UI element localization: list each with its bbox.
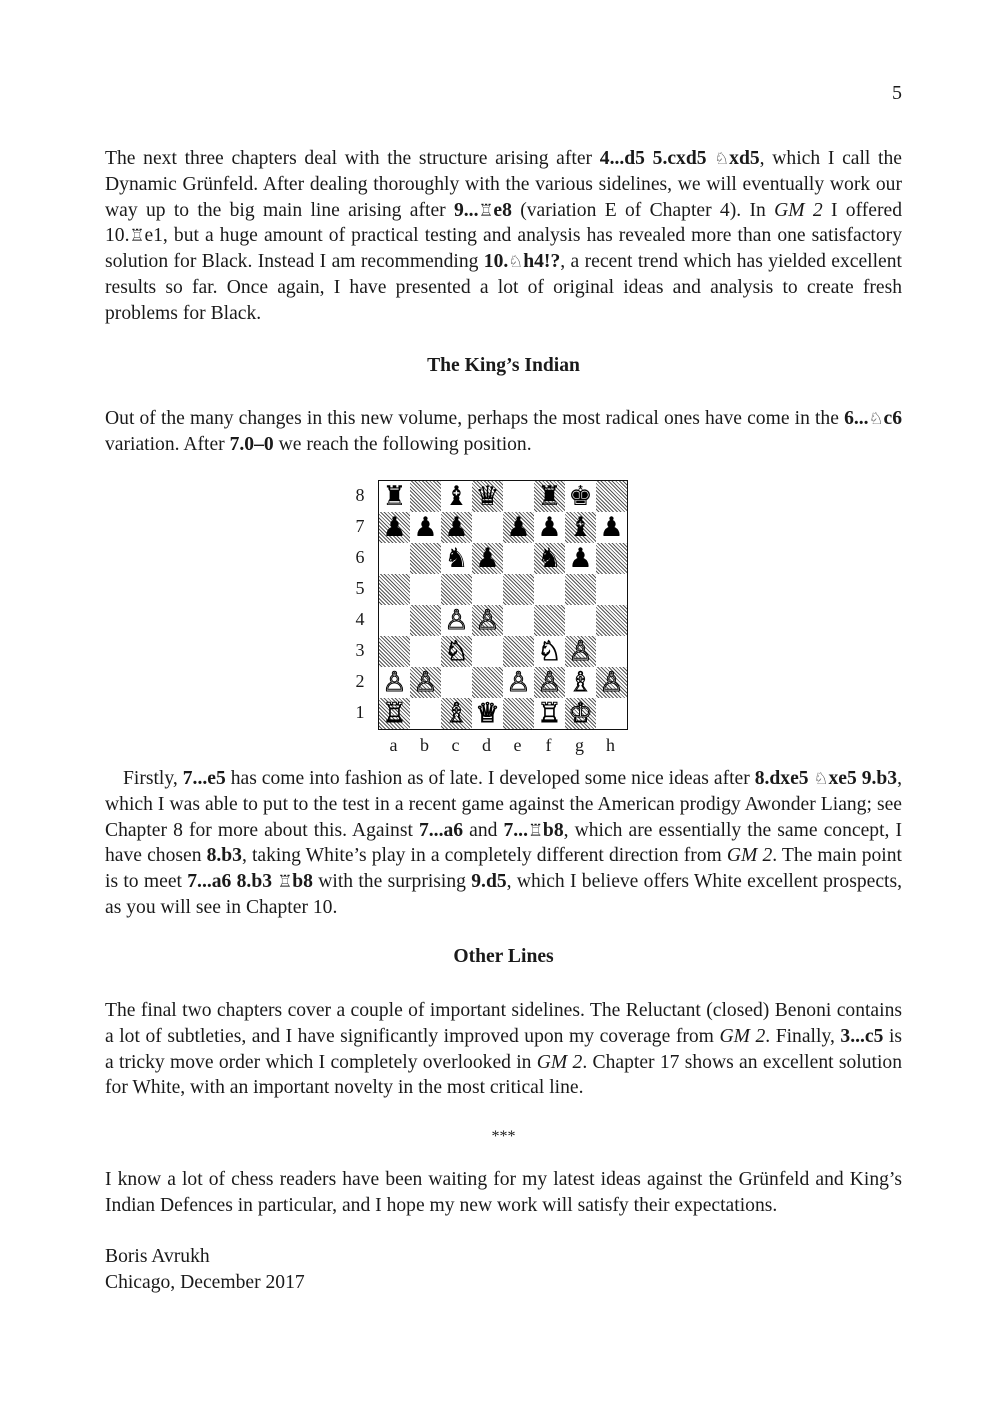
piece-f1: ♖	[537, 698, 562, 729]
move-text: 7...a6	[418, 819, 464, 841]
book-title: GM 2	[719, 1025, 766, 1047]
move-text: 7...e5	[182, 768, 226, 789]
text: , which I was able to put to the test in a recent game against the American prodigy Awonder Liang; see Chapter 8 for more about this. Against	[105, 768, 902, 841]
piece-a7: ♟	[382, 512, 407, 543]
text: , taking White’s play in a completely different direction from	[241, 845, 727, 867]
piece-c1: ♗	[444, 698, 469, 729]
square-e5	[503, 574, 534, 605]
square-d3	[472, 636, 503, 667]
piece-h2: ♙	[599, 667, 624, 698]
paragraph-firstly	[105, 766, 902, 921]
knight-icon: ♘	[714, 149, 730, 168]
file-label: g	[575, 735, 584, 755]
square-b3	[410, 636, 441, 667]
square-b5	[410, 574, 441, 605]
file-label: d	[482, 735, 491, 755]
text: I offered 10.	[105, 199, 903, 247]
piece-g7: ♝	[568, 512, 593, 543]
move-text: b8	[292, 871, 313, 893]
square-g4	[565, 605, 596, 636]
piece-a2: ♙	[382, 667, 407, 698]
square-d7	[472, 512, 503, 543]
file-label: a	[389, 735, 398, 755]
piece-f3: ♘	[537, 636, 562, 667]
piece-g6: ♟	[568, 543, 593, 574]
section-separator: ***	[491, 1128, 516, 1145]
rook-icon: ♖	[129, 226, 145, 246]
text: , a recent trend which has yielded excellent results so far. Once again, I have presented a lot of original ideas and analysis to create fresh problems for Black.	[105, 251, 902, 324]
text: . The main point is to meet	[105, 845, 902, 893]
book-title: GM 2	[774, 199, 823, 221]
square-h6	[596, 543, 627, 574]
move-text: 8.dxe5	[754, 768, 814, 789]
text: (variation E of Chapter 4). In	[511, 199, 775, 221]
book-title: GM 2	[536, 1051, 583, 1073]
knight-icon: ♘	[813, 769, 829, 788]
file-label: e	[513, 735, 522, 755]
piece-h7: ♟	[599, 512, 624, 543]
piece-e7: ♟	[506, 512, 531, 543]
square-e6	[503, 543, 534, 574]
page-number: 5	[892, 82, 902, 104]
piece-d8: ♛	[475, 481, 500, 512]
rank-label: 7	[355, 516, 365, 536]
place-date: Chicago, December 2017	[105, 1272, 305, 1293]
rank-label: 2	[355, 671, 365, 691]
square-f4	[534, 605, 565, 636]
file-label: f	[545, 735, 552, 755]
rank-label: 3	[355, 640, 365, 660]
text: with the surprising	[312, 871, 472, 893]
square-c2	[441, 667, 472, 698]
square-e8	[503, 481, 534, 512]
text: , which I call the Dynamic Grünfeld. After dealing thoroughly with the various sidelines, we will eventually work our way up to the big main line arising after	[105, 148, 902, 221]
move-text: 7...a6 8.b3	[187, 871, 278, 893]
square-b1	[410, 698, 441, 729]
move-text: 9...	[453, 199, 479, 221]
piece-d1: ♕	[475, 698, 500, 729]
move-text: 10.	[483, 251, 509, 273]
square-b4	[410, 605, 441, 636]
move-text: 4...d5 5.cxd5	[599, 148, 715, 169]
paragraph-kings-indian-intro	[105, 406, 902, 458]
square-h3	[596, 636, 627, 667]
square-e3	[503, 636, 534, 667]
piece-g1: ♔	[568, 698, 593, 729]
piece-c7: ♟	[444, 512, 469, 543]
section-heading-other-lines: Other Lines	[453, 946, 554, 967]
text: has come into fashion as of late. I developed some nice ideas after	[225, 768, 755, 789]
paragraph-other-lines	[105, 998, 902, 1101]
paragraph-closing: I know a lot of chess readers have been waiting for my latest ideas against the Grünfeld and King’s Indian Defences in particular, and I hope my new work will satisfy their expectations.	[105, 1169, 902, 1216]
piece-e2: ♙	[506, 667, 531, 698]
knight-icon: ♘	[868, 409, 884, 428]
move-text: 6...	[844, 408, 869, 429]
text: and	[463, 819, 504, 841]
rank-label: 4	[355, 609, 365, 629]
section-heading-kings-indian: The King’s Indian	[427, 355, 580, 376]
move-text: 9.d5	[471, 871, 507, 893]
move-text: xe5 9.b3	[828, 768, 898, 789]
move-text: c6	[883, 408, 902, 429]
square-e1	[503, 698, 534, 729]
chess-diagram	[350, 478, 630, 758]
square-d2	[472, 667, 503, 698]
square-e4	[503, 605, 534, 636]
piece-f7: ♟	[537, 512, 562, 543]
knight-icon: ♘	[508, 252, 524, 272]
rank-label: 6	[355, 547, 365, 567]
square-h1	[596, 698, 627, 729]
square-a4	[379, 605, 410, 636]
move-text: xd5	[729, 148, 760, 169]
rank-label: 5	[355, 578, 365, 598]
text: is a tricky move order which I completely overlooked in	[105, 1025, 903, 1073]
piece-g3: ♙	[568, 636, 593, 667]
piece-f6: ♞	[537, 543, 562, 574]
square-a6	[379, 543, 410, 574]
move-text: 8.b3	[206, 845, 242, 867]
piece-g8: ♚	[568, 481, 593, 512]
text: e1, but a huge amount of practical testing and analysis has revealed more than one satisfactory solution for Black. Instead I am recommending	[105, 225, 902, 273]
move-text: b8	[542, 819, 564, 841]
text: we reach the following position.	[273, 433, 532, 455]
book-title: GM 2	[726, 845, 773, 867]
text: The final two chapters cover a couple of important sidelines. The Reluctant (closed) Benoni contains a lot of subtleties, and I have significantly improved upon my coverage from	[105, 1000, 902, 1047]
file-label: c	[451, 735, 460, 755]
text: . Finally,	[765, 1025, 841, 1047]
piece-c6: ♞	[444, 543, 469, 574]
piece-b2: ♙	[413, 667, 438, 698]
text: variation. After	[105, 433, 230, 455]
square-c5	[441, 574, 472, 605]
square-f5	[534, 574, 565, 605]
file-label: h	[606, 735, 615, 755]
text: The next three chapters deal with the structure arising after	[105, 148, 600, 169]
move-text: 3...c5	[840, 1025, 884, 1047]
rank-label: 1	[355, 702, 365, 722]
square-a3	[379, 636, 410, 667]
rank-label: 8	[355, 485, 365, 505]
piece-c8: ♝	[444, 481, 469, 512]
square-h4	[596, 605, 627, 636]
piece-d6: ♟	[475, 543, 500, 574]
piece-f8: ♜	[537, 481, 562, 512]
file-label: b	[420, 735, 429, 755]
text: , which I believe offers White excellent prospects, as you will see in Chapter 10.	[105, 871, 902, 918]
text: Out of the many changes in this new volume, perhaps the most radical ones have come in the	[105, 408, 845, 429]
paragraph-dynamic-grunfeld	[105, 146, 902, 327]
piece-a1: ♖	[382, 698, 407, 729]
rook-icon: ♖	[277, 872, 293, 892]
move-text: h4!?	[523, 251, 561, 273]
piece-g2: ♗	[568, 667, 593, 698]
square-h8	[596, 481, 627, 512]
square-h5	[596, 574, 627, 605]
square-b6	[410, 543, 441, 574]
square-d5	[472, 574, 503, 605]
square-g5	[565, 574, 596, 605]
author-name: Boris Avrukh	[105, 1246, 210, 1267]
text: , which are essentially the same concept, I have chosen	[105, 819, 903, 867]
piece-f2: ♙	[537, 667, 562, 698]
piece-a8: ♜	[382, 481, 407, 512]
move-text: e8	[493, 199, 512, 221]
text: . Chapter 17 shows an excellent solution for White, with an important novelty in the most critical line.	[105, 1051, 902, 1099]
move-text: 7.0–0	[229, 433, 274, 455]
rook-icon: ♖	[527, 820, 543, 840]
piece-b7: ♟	[413, 512, 438, 543]
text: Firstly,	[123, 768, 183, 789]
rook-icon: ♖	[478, 200, 494, 220]
piece-c4: ♙	[444, 605, 469, 636]
move-text: 7...	[503, 819, 528, 841]
square-b8	[410, 481, 441, 512]
piece-c3: ♘	[444, 636, 469, 667]
chess-board	[378, 480, 628, 730]
square-a5	[379, 574, 410, 605]
piece-d4: ♙	[475, 605, 500, 636]
